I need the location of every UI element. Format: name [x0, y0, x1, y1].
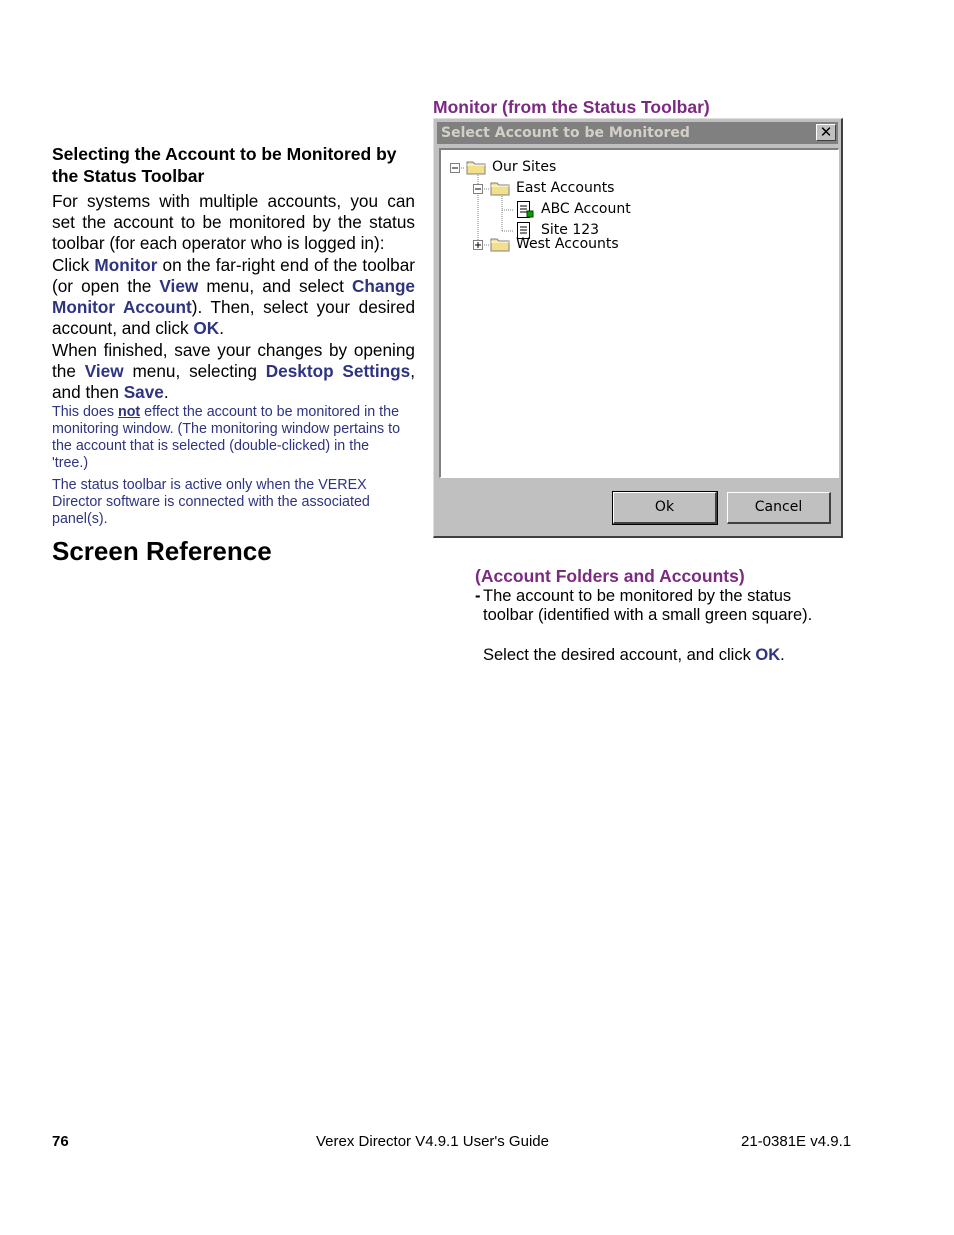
folder-icon	[490, 236, 510, 252]
view-keyword: View	[84, 361, 124, 381]
folder-icon	[466, 159, 486, 175]
account-folders-subheading: (Account Folders and Accounts)	[475, 566, 745, 586]
note-monitoring-window: This does not effect the account to be monitored in the monitoring window. (The monitoring window pertains to the account that is selected (double-clicked) in the 'tree.)	[52, 404, 401, 471]
account-document-icon	[515, 200, 535, 220]
figure-caption: Monitor (from the Status Toolbar)	[433, 97, 710, 117]
tree-node-abc-account[interactable]: ABC Account	[541, 201, 631, 217]
save-settings-paragraph: When finished, save your changes by opening the View menu, selecting Desktop Settings, and then Save.	[52, 340, 416, 402]
select-instruction: Select the desired account, and click OK.	[483, 646, 785, 664]
dialog-titlebar	[437, 122, 838, 144]
tree-node-west-accounts[interactable]: West Accounts	[516, 236, 619, 252]
monitor-keyword: Monitor	[94, 255, 158, 275]
save-keyword: Save	[123, 382, 164, 402]
close-button[interactable]	[816, 124, 836, 141]
ok-keyword: OK	[193, 318, 220, 338]
cancel-button[interactable]: Cancel	[727, 492, 831, 524]
emphasis-not: not	[117, 404, 141, 420]
page-number: 76	[52, 1133, 69, 1150]
bullet-marker: -	[475, 587, 481, 605]
ok-keyword: OK	[755, 646, 781, 664]
tree-node-east-accounts[interactable]: East Accounts	[516, 180, 615, 196]
folder-icon	[490, 180, 510, 196]
footer-guide-title: Verex Director V4.9.1 User's Guide	[316, 1133, 549, 1150]
instructions-paragraph: Click Monitor on the far-right end of the toolbar (or open the View menu, and select Change Monitor Account). Then, select your desired account, and click OK.	[52, 255, 416, 338]
dialog-title: Select Account to be Monitored	[441, 125, 690, 141]
desktop-settings-keyword: Desktop Settings	[265, 361, 411, 381]
tree-node-site-123[interactable]: Site 123	[541, 222, 600, 238]
note-status-toolbar: The status toolbar is active only when the VEREX Director software is connected with the associated panel(s).	[52, 477, 370, 527]
section-heading: Selecting the Account to be Monitored by the Status Toolbar	[52, 144, 397, 186]
bullet-description: The account to be monitored by the status toolbar (identified with a small green square).	[483, 587, 813, 624]
footer-doc-number: 21-0381E v4.9.1	[741, 1133, 852, 1150]
change-monitor-account-keyword: Change Monitor Account	[52, 276, 415, 317]
monitored-indicator	[527, 211, 533, 217]
close-icon: ✕	[819, 123, 833, 141]
tree-lines	[441, 150, 837, 476]
select-account-dialog	[433, 118, 843, 538]
intro-paragraph: For systems with multiple accounts, you can set the account to be monitored by the status toolbar (for each operator who is logged in):	[52, 191, 415, 253]
account-tree[interactable]	[439, 148, 839, 478]
ok-button[interactable]: Ok	[613, 492, 717, 524]
view-keyword: View	[159, 276, 199, 296]
screen-reference-title: Screen Reference	[52, 536, 272, 566]
tree-node-our-sites[interactable]: Our Sites	[492, 159, 557, 175]
